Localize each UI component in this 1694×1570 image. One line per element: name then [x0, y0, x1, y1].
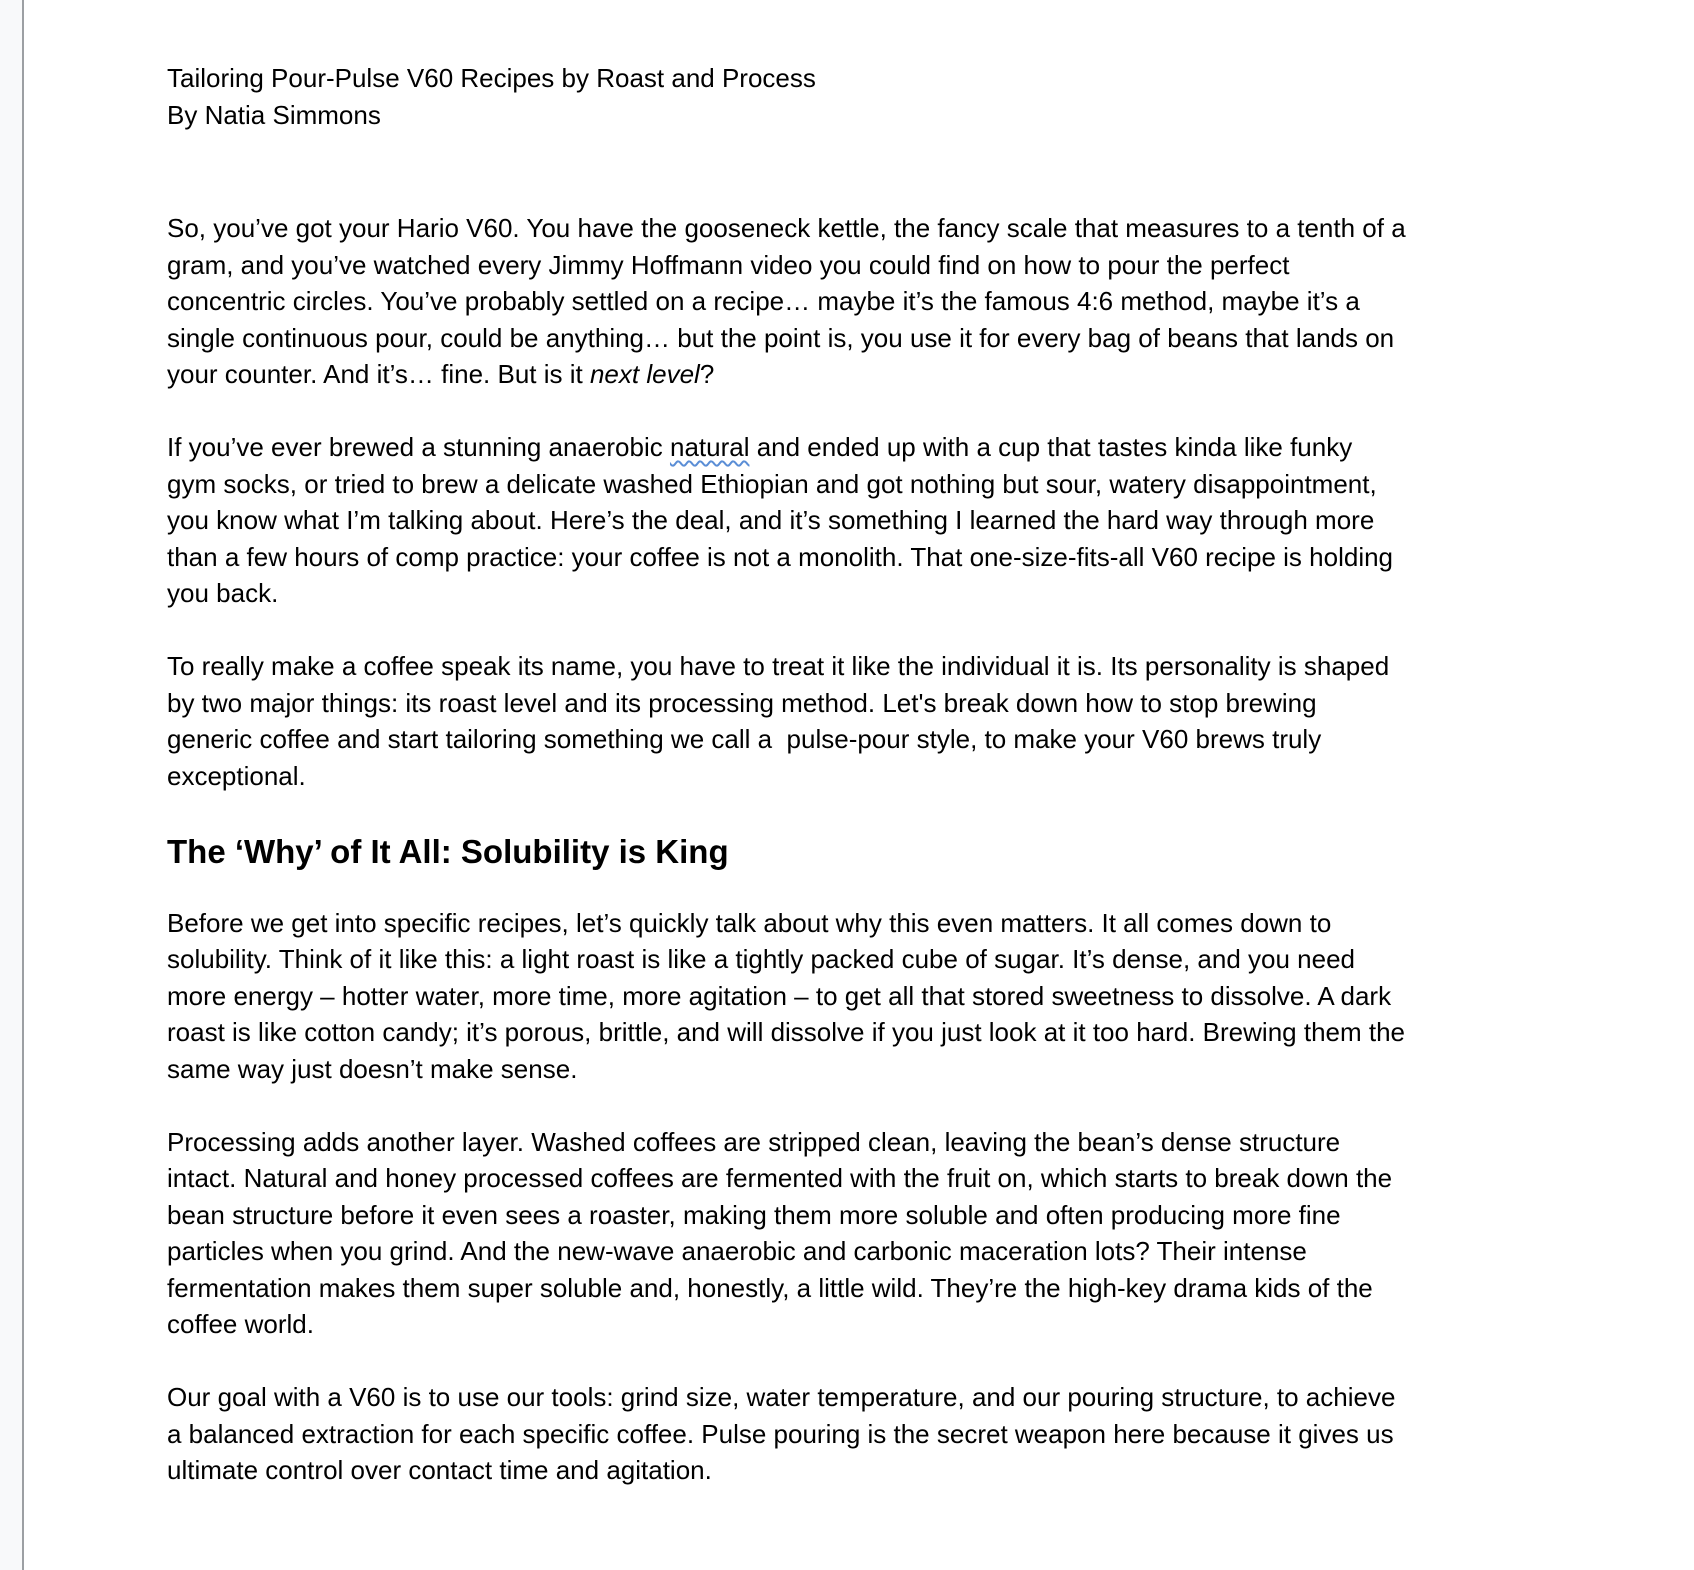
section-heading: The ‘Why’ of It All: Solubility is King	[167, 832, 729, 870]
paragraph-5: Processing adds another layer. Washed coffees are stripped clean, leaving the bean’s dense structure intact. Natural and honey processed coffees are fermented with the fruit on, which starts to break down the bean structure before it even sees a roaster, making them more soluble and often producing more fine particles when you grind. And the new-wave anaerobic and carbonic maceration lots? Their intense fermentation makes them super soluble and, honestly, a little wild. They’re the high-key drama kids of the coffee world.	[167, 1126, 1400, 1339]
paragraph-4: Before we get into specific recipes, let’s quickly talk about why this even matters. It all comes down to solubility. Think of it like this: a light roast is like a tightly packed cube of sugar. It’s dense, and you need more energy – hotter water, more time, more agitation – to get all that stored sweetness to dissolve. A dark roast is like cotton candy; it’s porous, brittle, and will dissolve if you just look at it too hard. Brewing them the same way just doesn’t make sense.	[167, 907, 1413, 1084]
document-body	[167, 60, 1413, 1525]
paragraph-2-text: If you’ve ever brewed a stunning anaerobic	[167, 432, 670, 462]
document-byline: By Natia Simmons	[167, 99, 381, 130]
page-left-margin-strip	[0, 0, 24, 1570]
paragraph-2-text-end: and ended up with a cup that tastes kinda like funky gym socks, or tried to brew a delicate washed Ethiopian and got nothing but sour, watery disappointment, you know what I’m talking about. Here’s the deal, and it’s something I learned the hard way through more than a few hours of comp practice: your coffee is not a monolith. That one-size-fits-all V60 recipe is holding you back.	[167, 432, 1401, 608]
title-block	[167, 60, 1407, 133]
paragraph-6: Our goal with a V60 is to use our tools: grind size, water temperature, and our pouring structure, to achieve a balanced extraction for each specific coffee. Pulse pouring is the secret weapon here because it gives us ultimate control over contact time and agitation.	[167, 1382, 1403, 1485]
document-title: Tailoring Pour-Pulse V60 Recipes by Roast and Process	[167, 63, 816, 93]
document-page	[26, 0, 1694, 1570]
paragraph-2	[167, 429, 1407, 612]
paragraph-3: To really make a coffee speak its name, you have to treat it like the individual it is. Its personality is shaped by two major things: its roast level and its processing method. Let's break down how to stop brewing generic coffee and start tailoring something we call a pulse-pour style, to make your V60 brews truly exceptional.	[167, 651, 1397, 791]
paragraph-1-text-end: ?	[699, 359, 715, 389]
italic-phrase: next level	[589, 359, 700, 389]
paragraph-1-text: So, you’ve got your Hario V60. You have the gooseneck kettle, the fancy scale that measures to a tenth of a gram, and you’ve watched every Jimmy Hoffmann video you could find on how to pour the perfect concentric circles. You’ve probably settled on a recipe… maybe it’s the famous 4:6 method, maybe it’s a single continuous pour, could be anything… but the point is, you use it for every bag of beans that lands on your counter. And it’s… fine. But is it	[167, 213, 1413, 389]
paragraph-1	[167, 210, 1413, 393]
spellcheck-flagged-word[interactable]: natural	[669, 432, 750, 462]
